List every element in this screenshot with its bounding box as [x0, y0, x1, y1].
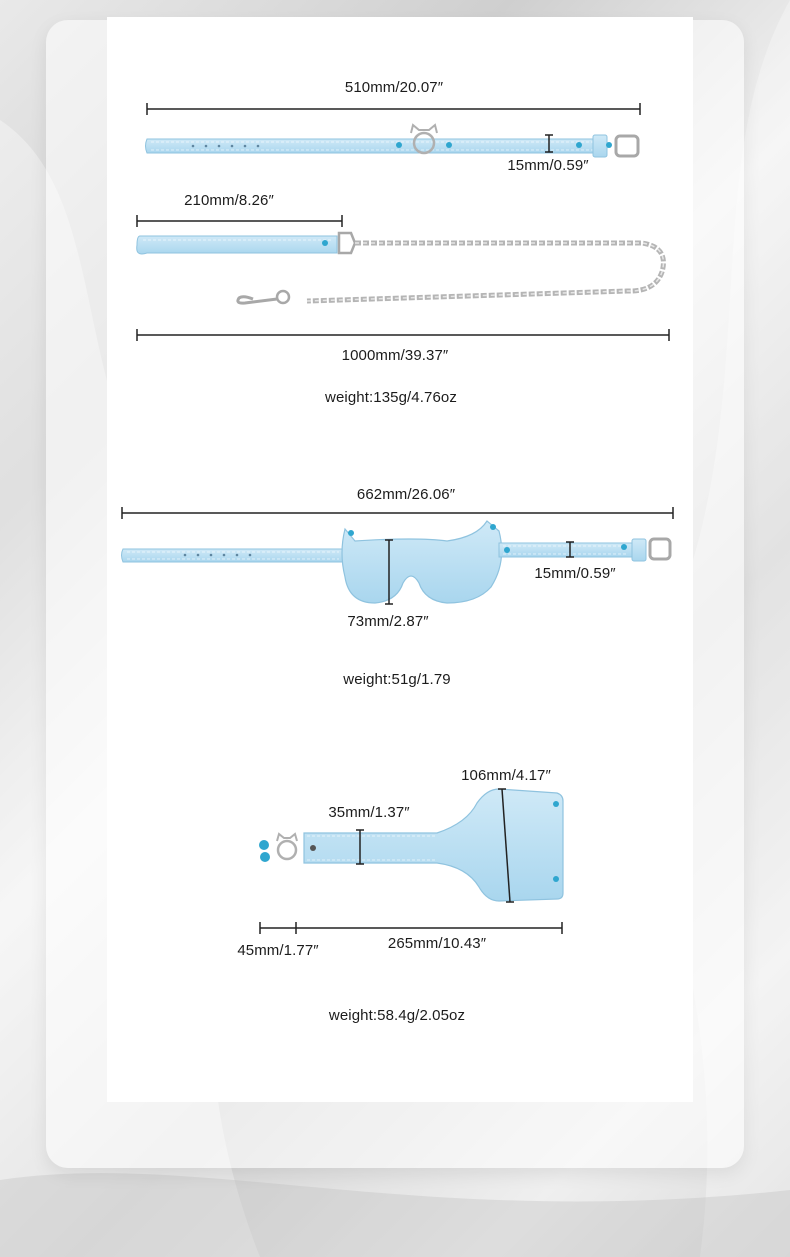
leash-handle-dimension-line	[137, 215, 342, 227]
blindfold-dimension-line	[122, 507, 673, 519]
collar	[146, 125, 639, 157]
leash-chain	[307, 243, 663, 301]
blindfold-height-label: 73mm/2.87″	[347, 613, 429, 630]
paddle-ring-label: 45mm/1.77″	[237, 942, 319, 959]
snap-hook-icon	[238, 291, 289, 303]
collar-length-label: 510mm/20.07″	[344, 79, 444, 96]
paddle-length-dimension-line	[260, 922, 562, 934]
blindfold-length-label: 662mm/26.06″	[356, 486, 456, 503]
leash-length-label: 1000mm/39.37″	[341, 347, 449, 364]
leash-length-dimension-line	[137, 329, 669, 341]
paddle-weight-label: weight:58.4g/2.05oz	[328, 1007, 466, 1024]
collar-width-label: 15mm/0.59″	[507, 157, 589, 174]
leash	[137, 233, 664, 303]
leash-handle-label: 210mm/8.26″	[184, 192, 274, 209]
paddle-handle-width-label: 35mm/1.37″	[328, 804, 410, 821]
eye-mask	[342, 521, 502, 603]
paddle-length-label: 265mm/10.43″	[387, 935, 487, 952]
blindfold-weight-label: weight:51g/1.79	[343, 671, 451, 688]
blindfold-strap-label: 15mm/0.59″	[534, 565, 616, 582]
paddle-head-label: 106mm/4.17″	[461, 767, 551, 784]
paddle	[259, 789, 563, 901]
leash-weight-label: weight:135g/4.76oz	[325, 389, 457, 406]
product-card	[107, 17, 693, 1102]
cat-ring-bells-icon	[259, 834, 297, 862]
blindfold	[122, 521, 671, 603]
collar-dimension-line	[147, 103, 640, 115]
